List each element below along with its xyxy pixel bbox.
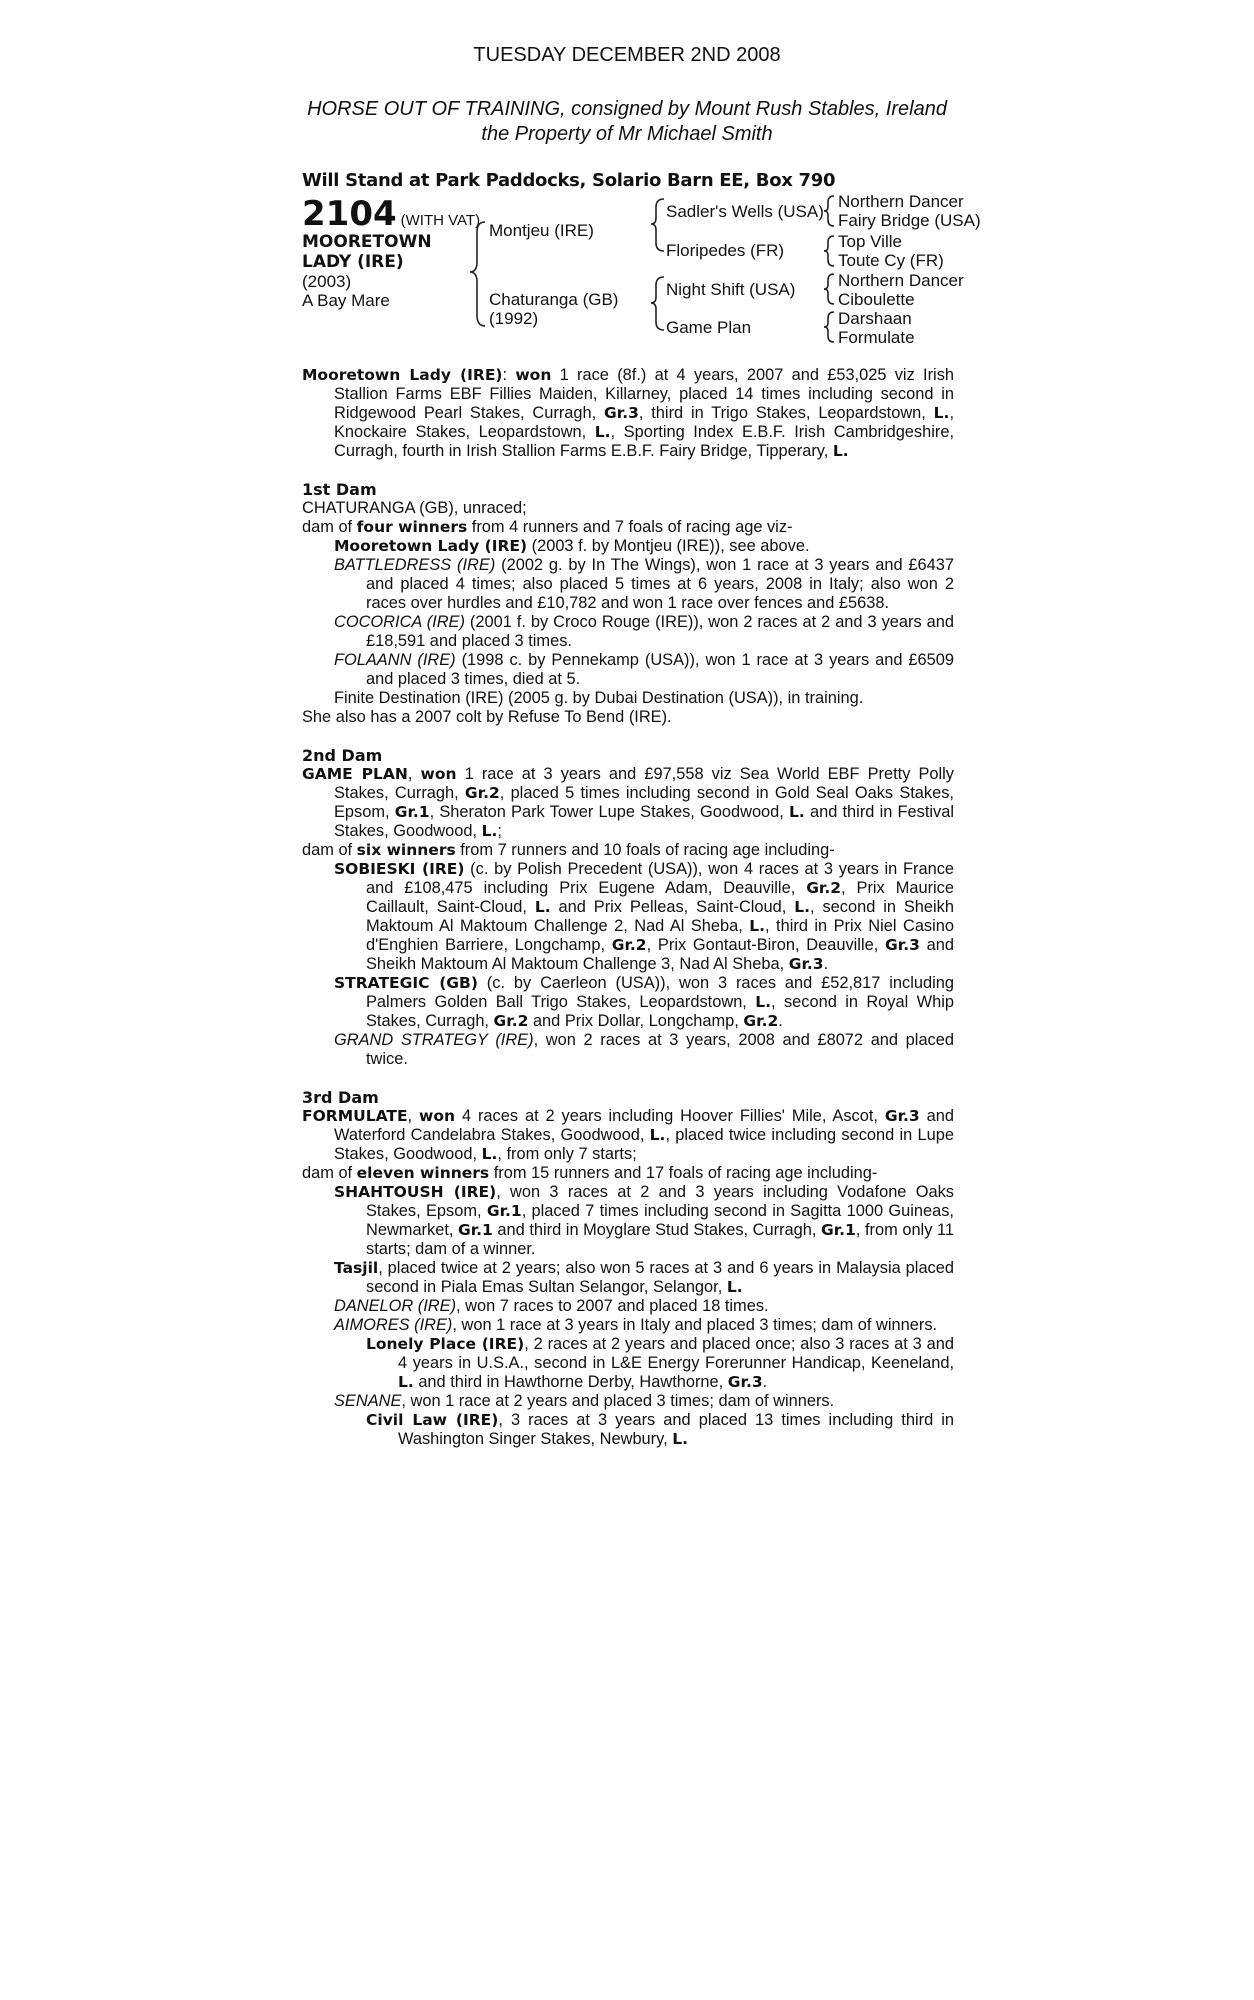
brace-ss [824,196,834,226]
brace-sd [824,236,834,266]
second-dam-record: GAME PLAN, won 1 race at 3 years and £97,558 viz Sea World EBF Pretty Polly Stakes, Curragh, Gr.2, placed 5 times including second in Gold Seal Oaks Stakes, Epsom, Gr.1, Sheraton Park Tower Lupe Stakes, Goodwood, L. and third in Festival Stakes, Goodwood, L.; [302,765,954,840]
produce-entry: SOBIESKI (IRE) (c. by Polish Precedent (USA)), won 4 races at 3 years in France and £108,475 including Prix Eugene Adam, Deauville, Gr.2, Prix Maurice Caillault, Saint-Cloud, L. and Prix Pelleas, Saint-Cloud, L., second in Sheikh Maktoum Al Maktoum Challenge 2, Nad Al Sheba, L., third in Prix Niel Casino d'Enghien Barriere, Longchamp, Gr.2, Prix Gontaut-Biron, Deauville, Gr.3 and Sheikh Maktoum Al Maktoum Challenge 3, Nad Al Sheba, Gr.3. [334,860,955,973]
brace-ds [824,274,834,304]
first-dam-line: CHATURANGA (GB), unraced; [302,499,527,517]
dam-year: (1992) [489,309,539,328]
produce-entry-sub: Lonely Place (IRE), 2 races at 2 years and placed once; also 3 races at 3 and 4 years in U.S.A., second in L&E Energy Forerunner Handicap, Keeneland, L. and third in Hawthorne Derby, Hawthorne, Gr.3. [366,1335,954,1391]
sire-sire: Sadler's Wells (USA) [666,202,824,221]
third-dam-record: FORMULATE, won 4 races at 2 years including Hoover Fillies' Mile, Ascot, Gr.3 and Waterford Candelabra Stakes, Goodwood, L., placed twice including second in Lupe Stakes, Goodwood, L., from only 7 starts; [302,1107,955,1163]
dam-side-brace [651,277,664,330]
gg-dss: Northern Dancer [838,271,964,290]
horse-name-line-2: LADY (IRE) [302,252,404,272]
sire-dam-brace [470,222,485,326]
sire-dam: Floripedes (FR) [666,241,785,260]
dam: Chaturanga (GB) [489,290,619,309]
sire-side-brace [651,199,664,251]
produce-entry: COCORICA (IRE) (2001 f. by Croco Rouge (IRE)), won 2 races at 2 and 3 years and £18,591 and placed 3 times. [334,613,954,650]
produce-entry: Tasjil, placed twice at 2 years; also won 5 races at 3 and 6 years in Malaysia placed second in Piala Emas Sultan Selangor, Selangor, L. [334,1259,954,1296]
foaling-year: (2003) [302,272,352,291]
dam-dam: Game Plan [666,318,752,337]
horse-name-line-1: MOORETOWN [302,232,432,252]
won-label: won [515,366,552,384]
produce-entry: FOLAANN (IRE) (1998 c. by Pennekamp (USA)), won 1 race at 3 years and £6509 and placed 3 times, died at 5. [334,651,954,688]
produce-entry: GRAND STRATEGY (IRE), won 2 races at 3 years, 2008 and £8072 and placed twice. [334,1031,954,1068]
produce-entry: AIMORES (IRE), won 1 race at 3 years in Italy and placed 3 times; dam of winners. [334,1316,938,1334]
first-dam-note: She also has a 2007 colt by Refuse To Bend (IRE). [302,708,672,726]
dam-sire: Night Shift (USA) [666,280,796,299]
third-dam-heading: 3rd Dam [302,1088,379,1107]
lot-number: 2104 [302,194,397,234]
second-dam-heading: 2nd Dam [302,746,383,765]
sire: Montjeu (IRE) [489,221,594,240]
produce-entry: BATTLEDRESS (IRE) (2002 g. by In The Wings), won 1 race at 3 years and £6437 and placed 4 times; also placed 5 times at 6 years, 2008 in Italy; also won 2 races over hurdles and £10,782 and won 1 race over fences and £5638. [334,556,955,612]
pedigree-braces [0,0,1254,360]
gg-ssd: Fairy Bridge (USA) [838,211,981,230]
third-dam-produce-summary: dam of eleven winners from 15 runners and 17 foals of racing age including- [302,1164,878,1182]
gg-dsd: Ciboulette [838,290,915,309]
vat-note: (WITH VAT) [400,212,481,229]
produce-entry: DANELOR (IRE), won 7 races to 2007 and placed 18 times. [334,1297,769,1315]
produce-entry-sub: Civil Law (IRE), 3 races at 3 years and placed 13 times including third in Washington Singer Stakes, Newbury, L. [366,1411,955,1448]
consignment-line-1: HORSE OUT OF TRAINING, consigned by Mount Rush Stables, Ireland [307,98,947,120]
consignment-line-2: the Property of Mr Michael Smith [481,123,773,145]
produce-entry: Mooretown Lady (IRE) (2003 f. by Montjeu (IRE)), see above. [334,537,810,555]
first-dam-heading: 1st Dam [302,480,377,499]
gg-sds: Top Ville [838,232,902,251]
catalogue-body [302,366,954,1449]
gg-ddd: Formulate [838,328,915,347]
produce-entry: SHAHTOUSH (IRE), won 3 races at 2 and 3 years including Vodafone Oaks Stakes, Epsom, Gr.1, placed 7 times including second in Sagitta 1000 Guineas, Newmarket, Gr.1 and third in Moyglare Stud Stakes, Curragh, Gr.1, from only 11 starts; dam of a winner. [334,1183,954,1258]
stand-location: Will Stand at Park Paddocks, Solario Barn EE, Box 790 [302,170,836,191]
produce-entry: STRATEGIC (GB) (c. by Caerleon (USA)), won 3 races and £52,817 including Palmers Golden Ball Trigo Stakes, Leopardstown, L., second in Royal Whip Stakes, Curragh, Gr.2 and Prix Dollar, Longchamp, Gr.2. [334,974,954,1030]
brace-dd [824,312,834,342]
produce-entry: Finite Destination (IRE) (2005 g. by Dubai Destination (USA)), in training. [334,689,864,707]
first-dam-produce-summary: dam of four winners from 4 runners and 7 foals of racing age viz- [302,518,793,536]
record-horse-name: Mooretown Lady (IRE) [302,366,503,384]
race-record: Mooretown Lady (IRE): won 1 race (8f.) at 4 years, 2007 and £53,025 viz Irish Stallion Farms EBF Fillies Maiden, Killarney, placed 14 times including second in Ridgewood Pearl Stakes, Curragh, Gr.3, third in Trigo Stakes, Leopardstown, L., Knockaire Stakes, Leopardstown, L., Sporting Index E.B.F. Irish Cambridgeshire, Curragh, fourth in Irish Stallion Farms E.B.F. Fairy Bridge, Tipperary, L. [302,366,955,460]
sale-date: TUESDAY DECEMBER 2ND 2008 [473,44,781,66]
gg-dds: Darshaan [838,309,912,328]
second-dam-produce-summary: dam of six winners from 7 runners and 10 foals of racing age including- [302,841,835,859]
produce-entry: SENANE, won 1 race at 2 years and placed 3 times; dam of winners. [334,1392,835,1410]
gg-sdd: Toute Cy (FR) [838,251,944,270]
horse-description: A Bay Mare [302,291,390,310]
gg-sss: Northern Dancer [838,192,964,211]
